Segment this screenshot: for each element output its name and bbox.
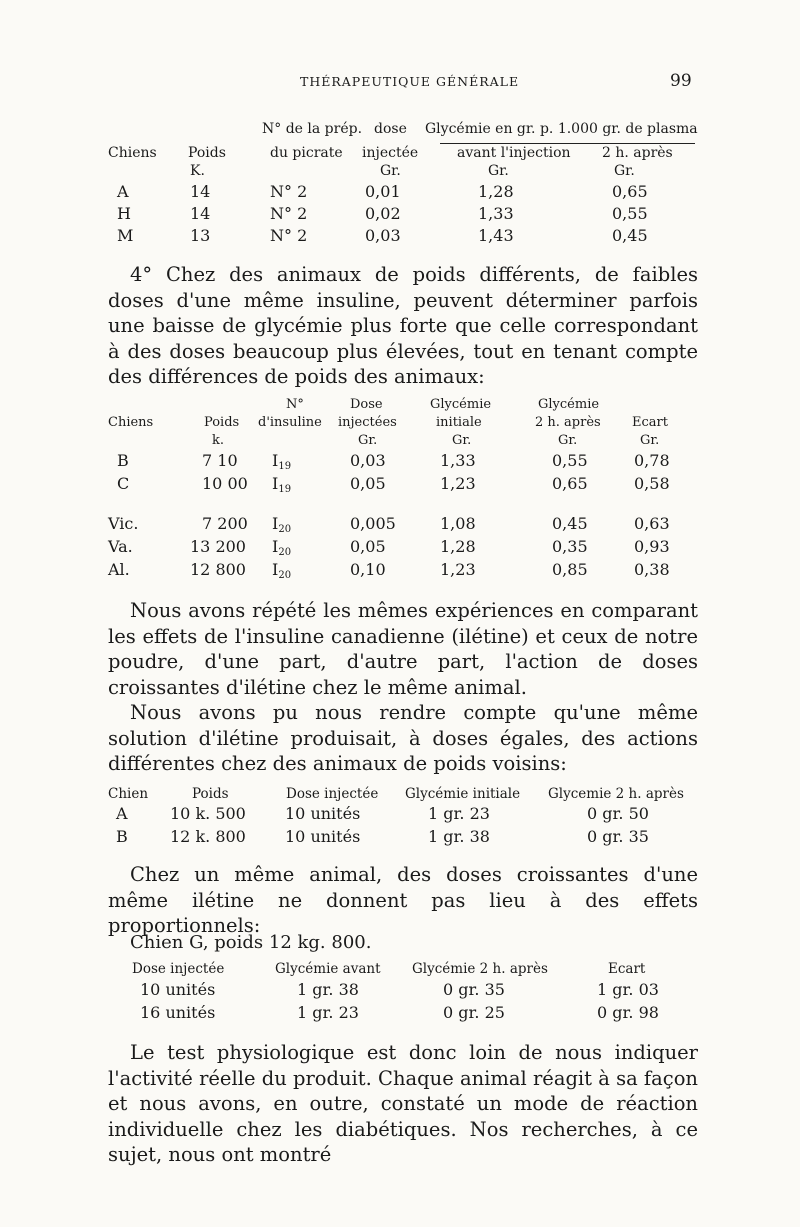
table-cell: N° 2 [270,226,308,245]
table-cell: 1 gr. 38 [297,980,359,999]
table-cell: 0 gr. 35 [587,827,649,846]
header-dose: Dose injectée [286,786,379,802]
header-glycemie-initiale: Glycémie [430,397,492,412]
table-cell: 0,55 [612,204,648,223]
table-cell: 0,10 [350,560,386,579]
table-cell: 1,43 [478,226,514,245]
table-cell: 1 gr. 23 [428,804,490,823]
running-title: THÉRAPEUTIQUE GÉNÉRALE [300,74,520,89]
header-poids: Poids [204,415,240,430]
header-chien: Chien [108,786,149,802]
header-chiens: Chiens [108,415,154,430]
header-prep-2: du picrate [270,145,343,161]
table-cell: 0 gr. 98 [597,1003,659,1022]
table-cell: 0,63 [634,514,670,533]
header-apres-unit: Gr. [614,163,635,179]
table-cell: 0,93 [634,537,670,556]
paragraph-iletine [108,700,698,777]
table-cell: 13 [190,226,211,245]
table-cell: 0 gr. 35 [443,980,505,999]
header-poids-unit: k. [212,433,225,448]
table-cell: 10 unités [285,804,361,823]
table-cell: 10 unités [285,827,361,846]
table-cell: 1,08 [440,514,476,533]
table-cell: 1 gr. 38 [428,827,490,846]
page-number: 99 [670,71,692,91]
table-cell: 14 [190,204,211,223]
table-cell: 1 gr. 03 [597,980,659,999]
running-head [0,71,800,96]
table-cell: 7 200 [202,514,248,533]
table-cell [272,453,291,472]
table-cell: 0,02 [365,204,401,223]
header-dose: dose [374,121,407,137]
table-cell: 1 gr. 23 [297,1003,359,1022]
insulin-symbol: I [272,514,279,533]
table-cell [272,476,291,495]
table-cell: 7 10 [202,451,238,470]
paragraph-text: Nous avons pu nous rendre compte qu'une même solution d'ilétine produisait, à doses égales, des actions différentes chez des animaux de poids voisins: [108,701,698,776]
table-cell: 1,23 [440,474,476,493]
header-dose: Dose [350,397,383,412]
table-cell: N° 2 [270,182,308,201]
table-cell [272,562,291,581]
table-cell: 0,45 [552,514,588,533]
table-cell: 1,33 [440,451,476,470]
insulin-symbol: I [272,451,279,470]
insulin-symbol: I [272,560,279,579]
table-cell [272,539,291,558]
table-cell: 14 [190,182,211,201]
header-ecart: Ecart [632,415,668,430]
header-glycemie-avant: Glycémie avant [275,961,381,977]
paragraph-comparison [108,598,698,700]
table-cell: 0,03 [350,451,386,470]
chien-g-caption: Chien G, poids 12 kg. 800. [130,932,372,953]
header-glycemie-initiale: Glycémie initiale [405,786,521,802]
table-cell: 0 gr. 25 [443,1003,505,1022]
table-cell: 0,38 [634,560,670,579]
header-gi-unit: Gr. [452,433,472,448]
insulin-symbol: I [272,474,279,493]
table-cell: 0,35 [552,537,588,556]
table-cell: 12 k. 800 [170,827,246,846]
table-cell: 16 unités [140,1003,216,1022]
header-ga-2: 2 h. après [535,415,601,430]
paragraph-increasing-doses [108,862,698,939]
table-cell: 0,03 [365,226,401,245]
header-poids: Poids [192,786,229,802]
table-cell: 1,33 [478,204,514,223]
table-cell: B [116,827,128,846]
table-cell: 10 00 [202,474,248,493]
paragraph-text: Nous avons répété les mêmes expériences en comparant les effets de l'insuline canadienne (ilétine) et ceux de notre poudre, d'une part, d'autre part, l'action de doses croissantes d'ilétine chez le même animal. [108,599,698,699]
table-cell: 0,65 [612,182,648,201]
table-cell: 0,05 [350,537,386,556]
table-cell: C [117,474,130,493]
table-cell: N° 2 [270,204,308,223]
header-poids: Poids [188,145,226,161]
table-cell: 10 unités [140,980,216,999]
header-dose-unit: Gr. [380,163,401,179]
header-chiens: Chiens [108,145,157,161]
paragraph-text: 4° Chez des animaux de poids différents, de faibles doses d'une même insuline, peuvent déterminer parfois une baisse de glycémie plus forte que celle correspondant à des doses beaucoup plus élevées, tout en tenant compte des différences de poids des animaux: [108,263,698,389]
paragraph-text: Le test physiologique est donc loin de nous indiquer l'activité réelle du produit. Chaque animal réagit à sa façon et nous avons, en outre, constaté un mode de réaction individuelle chez les diabétiques. Nos recherches, à ce sujet, nous ont montré [108,1041,698,1167]
header-avant: avant l'injection [457,145,571,161]
insulin-symbol: I [272,537,279,556]
header-ecart: Ecart [608,961,646,977]
table-cell: M [117,226,134,245]
header-ga-unit: Gr. [558,433,578,448]
table-cell: 0,01 [365,182,401,201]
header-dose-unit: Gr. [358,433,378,448]
table-cell: 12 800 [190,560,246,579]
table-cell: 1,28 [478,182,514,201]
table-cell: 10 k. 500 [170,804,246,823]
header-glycemie: Glycémie en gr. p. 1.000 gr. de plasma [425,121,698,137]
header-dose-2: injectées [338,415,397,430]
header-glycemie-apres: Glycémie 2 h. après [412,961,548,977]
table-cell: 0,85 [552,560,588,579]
table-cell: 0,58 [634,474,670,493]
header-no: N° [286,397,304,412]
table-cell: 0,45 [612,226,648,245]
table-cell: A [117,182,129,201]
table-cell: 0,65 [552,474,588,493]
header-brace-rule [440,143,695,144]
paragraph-conclusion [108,1040,698,1168]
insulin-subscript: 20 [278,547,292,558]
header-insuline: d'insuline [258,415,322,430]
table-cell [272,516,291,535]
table-cell: Al. [108,560,130,579]
header-dose-2: injectée [362,145,419,161]
table-cell: 0,78 [634,451,670,470]
table-cell: 0,05 [350,474,386,493]
header-ecart-unit: Gr. [640,433,660,448]
header-poids-unit: K. [190,163,205,179]
insulin-subscript: 20 [278,524,292,535]
table-cell: Va. [108,537,133,556]
table-cell: H [117,204,131,223]
table-cell: B [117,451,129,470]
header-dose: Dose injectée [132,961,225,977]
insulin-subscript: 19 [278,461,292,472]
header-glycemie-apres: Glycemie 2 h. après [548,786,684,802]
insulin-subscript: 20 [278,570,292,581]
header-glycemie-apres: Glycémie [538,397,600,412]
insulin-subscript: 19 [278,484,292,495]
table-cell: A [116,804,128,823]
header-avant-unit: Gr. [488,163,509,179]
table-cell: 0,55 [552,451,588,470]
table-cell: 0,005 [350,514,396,533]
table-cell: 13 200 [190,537,246,556]
paragraph-text: Chez un même animal, des doses croissantes d'une même ilétine ne donnent pas lieu à des effets proportionnels: [108,863,698,938]
table-cell: 0 gr. 50 [587,804,649,823]
header-prep: N° de la prép. [262,121,363,137]
table-cell: 1,28 [440,537,476,556]
table-cell: Vic. [108,514,139,533]
header-apres: 2 h. après [602,145,673,161]
table-cell: 1,23 [440,560,476,579]
paragraph-4 [108,262,698,390]
header-gi-2: initiale [436,415,482,430]
